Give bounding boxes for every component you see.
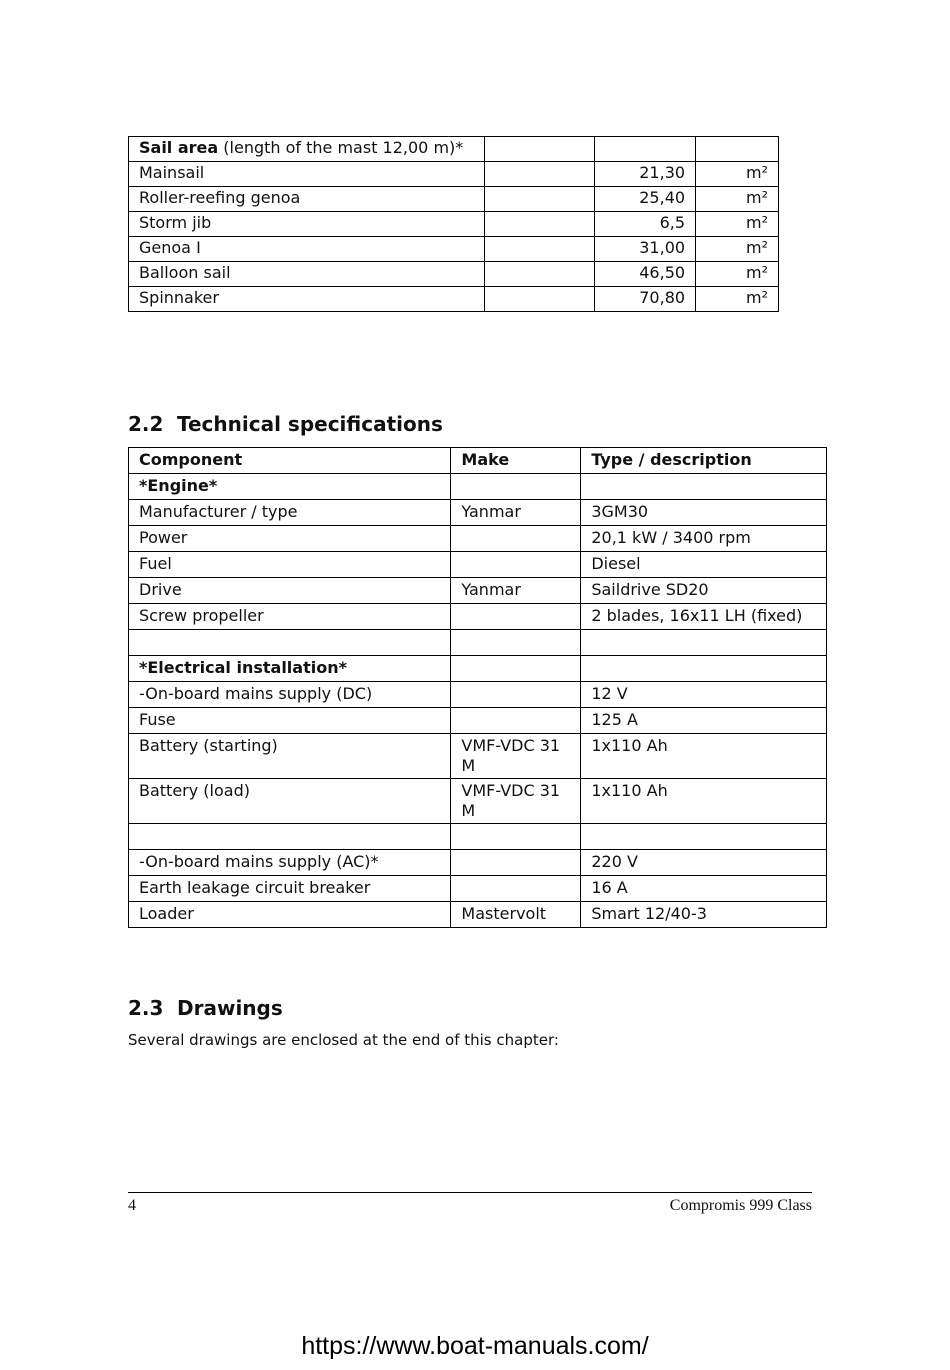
spec-type: Saildrive SD20 xyxy=(581,578,827,604)
spec-make: Yanmar xyxy=(451,578,581,604)
table-row xyxy=(129,876,827,902)
sail-name: Balloon sail xyxy=(129,262,485,287)
spec-type: 2 blades, 16x11 LH (fixed) xyxy=(581,604,827,630)
sail-name: Storm jib xyxy=(129,212,485,237)
table-row xyxy=(129,734,827,779)
sail-area-note: (length of the mast 12,00 m)* xyxy=(218,138,464,157)
section-number: 2.3 xyxy=(128,996,164,1020)
spec-type: 125 A xyxy=(581,708,827,734)
spec-type: 220 V xyxy=(581,850,827,876)
table-row xyxy=(129,500,827,526)
spec-make xyxy=(451,876,581,902)
sail-value: 46,50 xyxy=(595,262,696,287)
sail-name: Roller-reefing genoa xyxy=(129,187,485,212)
sail-unit: m² xyxy=(696,287,779,312)
table-row xyxy=(129,850,827,876)
spec-component xyxy=(129,824,451,850)
table-row xyxy=(129,287,779,312)
spec-type: 1x110 Ah xyxy=(581,734,827,779)
spec-make xyxy=(451,824,581,850)
spec-component: Manufacturer / type xyxy=(129,500,451,526)
spec-component: Fuel xyxy=(129,552,451,578)
table-row xyxy=(129,526,827,552)
spec-make xyxy=(451,552,581,578)
column-header-component: Component xyxy=(129,448,451,474)
table-row xyxy=(129,552,827,578)
spec-component: Earth leakage circuit breaker xyxy=(129,876,451,902)
sail-unit: m² xyxy=(696,162,779,187)
spec-type: 1x110 Ah xyxy=(581,779,827,824)
table-row xyxy=(129,162,779,187)
spec-make: VMF-VDC 31 M xyxy=(451,779,581,824)
spec-component: Screw propeller xyxy=(129,604,451,630)
sail-value: 31,00 xyxy=(595,237,696,262)
sail-unit: m² xyxy=(696,187,779,212)
spec-make: VMF-VDC 31 M xyxy=(451,734,581,779)
table-row xyxy=(129,237,779,262)
spec-component: Drive xyxy=(129,578,451,604)
spec-make xyxy=(451,604,581,630)
spec-make: Yanmar xyxy=(451,500,581,526)
spec-type: 16 A xyxy=(581,876,827,902)
spec-component: -On-board mains supply (DC) xyxy=(129,682,451,708)
table-row xyxy=(129,708,827,734)
spec-component: *Engine* xyxy=(129,474,451,500)
table-row xyxy=(129,578,827,604)
sail-value: 6,5 xyxy=(595,212,696,237)
sail-value: 25,40 xyxy=(595,187,696,212)
spec-type xyxy=(581,474,827,500)
technical-specifications-table xyxy=(128,447,827,928)
spec-make xyxy=(451,850,581,876)
section-heading-technical-specifications xyxy=(128,412,443,436)
spec-make xyxy=(451,526,581,552)
table-header-row xyxy=(129,448,827,474)
spec-component: Loader xyxy=(129,902,451,928)
sail-value: 21,30 xyxy=(595,162,696,187)
sail-unit: m² xyxy=(696,212,779,237)
table-row xyxy=(129,187,779,212)
spec-component xyxy=(129,630,451,656)
spec-component: Battery (starting) xyxy=(129,734,451,779)
spec-make xyxy=(451,708,581,734)
section-heading-drawings xyxy=(128,996,283,1020)
spec-type: 12 V xyxy=(581,682,827,708)
sail-name: Mainsail xyxy=(129,162,485,187)
website-url[interactable]: https://www.boat-manuals.com/ xyxy=(301,1332,649,1360)
spec-make xyxy=(451,682,581,708)
sail-area-table xyxy=(128,136,779,312)
table-row xyxy=(129,604,827,630)
table-row xyxy=(129,212,779,237)
spec-type: 20,1 kW / 3400 rpm xyxy=(581,526,827,552)
table-row xyxy=(129,902,827,928)
table-row xyxy=(129,824,827,850)
sail-name: Genoa I xyxy=(129,237,485,262)
spec-make xyxy=(451,474,581,500)
section-number: 2.2 xyxy=(128,412,164,436)
table-row xyxy=(129,630,827,656)
table-row xyxy=(129,262,779,287)
drawings-paragraph: Several drawings are enclosed at the end of this chapter: xyxy=(128,1031,559,1049)
spec-type xyxy=(581,656,827,682)
spec-make xyxy=(451,656,581,682)
section-title: Technical specifications xyxy=(177,412,443,436)
table-row xyxy=(129,656,827,682)
page-number: 4 xyxy=(128,1197,136,1214)
spec-type xyxy=(581,630,827,656)
spec-type xyxy=(581,824,827,850)
table-row xyxy=(129,779,827,824)
sail-name: Spinnaker xyxy=(129,287,485,312)
spec-make xyxy=(451,630,581,656)
sail-table-header xyxy=(129,137,485,162)
sail-area-label: Sail area xyxy=(139,138,219,157)
spec-type: Diesel xyxy=(581,552,827,578)
sail-unit: m² xyxy=(696,262,779,287)
footer-title: Compromis 999 Class xyxy=(669,1197,812,1214)
column-header-type: Type / description xyxy=(581,448,827,474)
spec-type: 3GM30 xyxy=(581,500,827,526)
spec-component: *Electrical installation* xyxy=(129,656,451,682)
spec-make: Mastervolt xyxy=(451,902,581,928)
spec-component: -On-board mains supply (AC)* xyxy=(129,850,451,876)
sail-value: 70,80 xyxy=(595,287,696,312)
spec-component: Fuse xyxy=(129,708,451,734)
section-title: Drawings xyxy=(177,996,283,1020)
column-header-make: Make xyxy=(451,448,581,474)
footer-divider xyxy=(128,1192,812,1193)
spec-type: Smart 12/40-3 xyxy=(581,902,827,928)
spec-component: Battery (load) xyxy=(129,779,451,824)
table-row xyxy=(129,474,827,500)
table-row xyxy=(129,682,827,708)
spec-component: Power xyxy=(129,526,451,552)
sail-table-header-row xyxy=(129,137,779,162)
sail-unit: m² xyxy=(696,237,779,262)
